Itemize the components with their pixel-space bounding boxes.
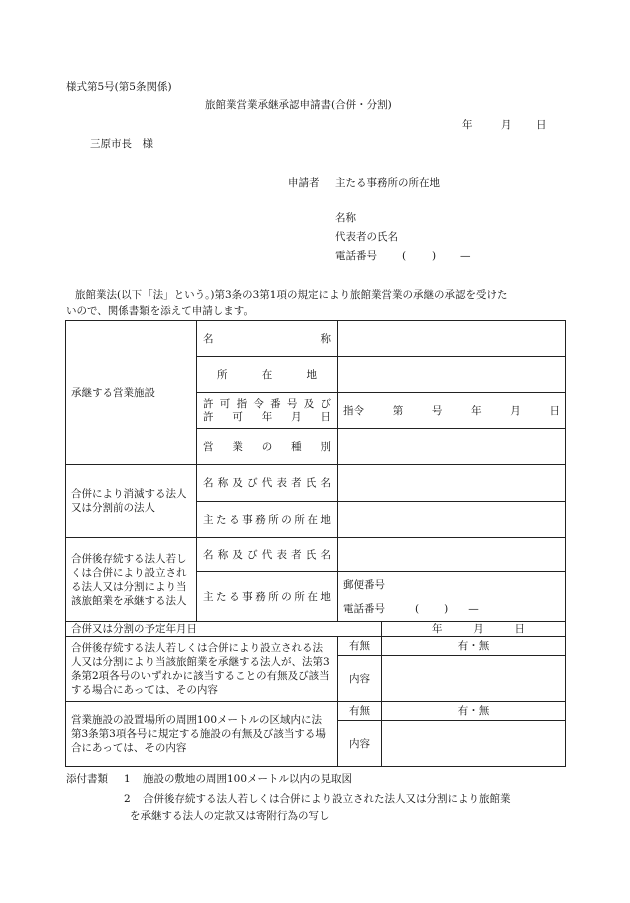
form-title: 旅館業営業承継承認申請書(合併・分割)	[205, 99, 392, 111]
form-number: 様式第5号(第5条関係)	[66, 81, 172, 93]
successor-phone-dash: —	[468, 603, 479, 615]
successor-phone-paren-close: )	[444, 603, 449, 615]
applicant-phone-label: 電話番号	[335, 250, 377, 262]
successor-name-rep-label: 名 称 及 び 代 表 者 氏 名	[197, 538, 338, 572]
planned-date-field[interactable]: 年 月 日	[382, 622, 566, 637]
q2-presence-label: 有無	[338, 702, 382, 721]
permit-label: 許 可 指 令 番 号 及 び 許 可 年 月 日	[197, 393, 338, 429]
q2-content-label: 内容	[338, 721, 382, 767]
planned-date-label: 合併又は分割の予定年月日	[66, 622, 382, 637]
q1-presence-field[interactable]: 有・無	[382, 637, 566, 656]
table-row	[66, 465, 566, 502]
successor-office-label: 主 た る 事 務 所 の 所 在 地	[197, 572, 338, 622]
table-row	[66, 702, 566, 721]
successor-phone-label: 電話番号	[343, 603, 385, 615]
successor-corp-label: 合併後存続する法人若しくは合併により設立される法人又は分割により当該旅館業を承継する法人	[66, 538, 197, 622]
dissolved-office-label: 主 た る 事 務 所 の 所 在 地	[197, 502, 338, 538]
q2-text: 営業施設の設置場所の周囲100メートルの区域内に法第3条第3項各号に規定する施設の有無及び該当する場合にあっては、その内容	[66, 702, 338, 767]
q2-presence-field[interactable]: 有・無	[382, 702, 566, 721]
addressee: 三原市長 様	[90, 138, 153, 150]
postal-label: 郵便番号	[343, 578, 385, 591]
attachment-1-number: 1	[124, 773, 131, 785]
business-type-field[interactable]	[338, 429, 566, 465]
attachment-2-number: 2	[124, 793, 131, 805]
applicant-phone-paren-open: (	[402, 250, 407, 262]
applicant-rep-label: 代表者の氏名	[335, 231, 398, 243]
date-day-label: 日	[536, 119, 547, 131]
applicant-address-label: 主たる事務所の所在地	[335, 177, 440, 189]
applicant-role: 申請者	[288, 177, 320, 189]
applicant-phone-dash: —	[460, 250, 471, 262]
date-month-label: 月	[501, 119, 512, 131]
attachment-1-text: 施設の敷地の周囲100メートル以内の見取図	[143, 773, 353, 785]
q1-presence-label: 有無	[338, 637, 382, 656]
applicant-name-label: 名称	[335, 212, 356, 224]
dissolved-office-field[interactable]	[338, 502, 566, 538]
facility-name-field[interactable]	[338, 321, 566, 357]
successor-phone	[338, 597, 565, 621]
intro-line-1: 旅館業法(以下「法」という。)第3条の3第1項の規定により旅館業営業の承継の承認を受けた	[75, 289, 508, 301]
table-row	[66, 538, 566, 572]
q1-content-field[interactable]	[382, 656, 566, 702]
facility-address-label: 所 在 地	[197, 357, 338, 393]
successor-office-field[interactable]	[338, 572, 566, 622]
dissolved-name-rep-label: 名 称 及 び 代 表 者 氏 名	[197, 465, 338, 502]
application-table	[65, 320, 566, 767]
attachment-2-line-1: 合併後存続する法人若しくは合併により設立された法人又は分割により旅館業	[143, 793, 511, 805]
q2-content-field[interactable]	[382, 721, 566, 767]
applicant-phone-paren-close: )	[432, 250, 437, 262]
successor-phone-paren-open: (	[415, 603, 420, 615]
facility-address-field[interactable]	[338, 357, 566, 393]
permit-field[interactable]: 指令 第 号 年 月 日	[338, 393, 566, 429]
facility-name-label: 名 称	[197, 321, 338, 357]
table-row	[66, 321, 566, 357]
dissolved-name-rep-field[interactable]	[338, 465, 566, 502]
attachment-2-line-2: を承継する法人の定款又は寄附行為の写し	[130, 810, 330, 822]
date-year-label: 年	[462, 119, 473, 131]
q1-text: 合併後存続する法人若しくは合併により設立される法人又は分割により当該旅館業を承継する法人が、法第3条第2項各号のいずれかに該当することの有無及び該当する場合にあっては、その内容	[66, 637, 338, 702]
q1-content-label: 内容	[338, 656, 382, 702]
table-row	[66, 637, 566, 656]
facility-label: 承継する営業施設	[66, 321, 197, 465]
business-type-label: 営 業 の 種 別	[197, 429, 338, 465]
table-row	[66, 622, 566, 637]
intro-line-2: いので、関係書類を添えて申請します。	[66, 305, 254, 317]
attachments-label: 添付書類	[66, 773, 108, 785]
dissolved-corp-label: 合併により消滅する法人又は分割前の法人	[66, 465, 197, 538]
successor-name-rep-field[interactable]	[338, 538, 566, 572]
